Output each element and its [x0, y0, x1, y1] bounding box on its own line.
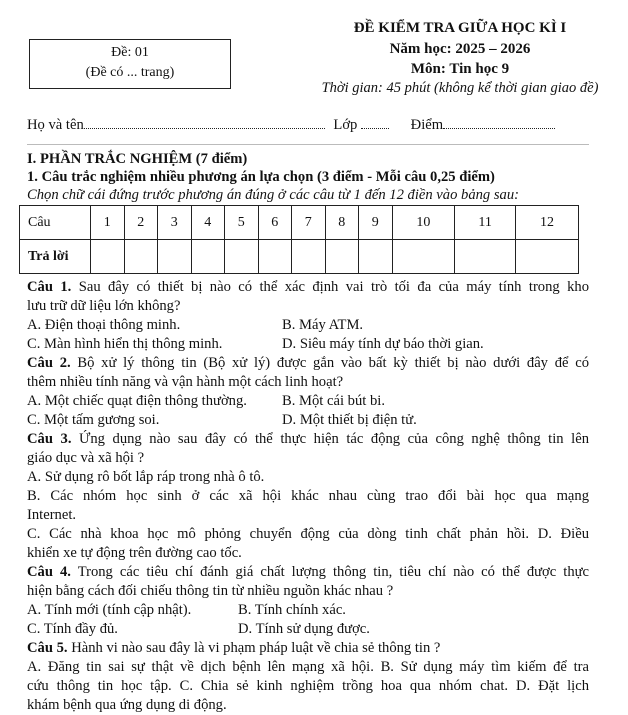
- q4-option-c: C. Tính đầy đủ.: [27, 621, 118, 637]
- class-label: Lớp: [333, 117, 358, 133]
- q5-text: Hành vi nào sau đây là vi phạm pháp luật về chia sẻ thông tin ?: [71, 640, 441, 656]
- q2-stem-line2: thêm nhiều tính năng và vận hành một cách linh hoạt?: [27, 374, 344, 390]
- student-info-row: [27, 116, 555, 135]
- answer-cell[interactable]: [124, 240, 158, 274]
- question-number: 8: [325, 206, 359, 240]
- answer-cell[interactable]: [292, 240, 326, 274]
- q2-option-c: C. Một tấm gương soi.: [27, 412, 160, 428]
- q2-text: Bộ xử lý thông tin (Bộ xử lý) được gắn vào bất kỳ thiết bị nào dưới đây để có: [77, 355, 590, 371]
- q5-options-line2: cứu thông tin học tập. C. Chia sẻ kinh nghiệm trồng hoa qua nhóm chat. D. Đặt lịch: [27, 678, 589, 694]
- row-label-question: Câu: [20, 206, 91, 240]
- q5-options-line1: A. Đăng tin sai sự thật về dịch bệnh lên mạng xã hội. B. Sử dụng máy tìm kiếm để tra: [27, 659, 589, 675]
- question-number: 1: [91, 206, 125, 240]
- school-year: Năm học: 2025 – 2026: [389, 41, 531, 57]
- q2-label: Câu 2.: [27, 355, 71, 371]
- q4-label: Câu 4.: [27, 564, 71, 580]
- q3-option-b-line1: B. Các nhóm học sinh ở các xã hội khác nhau cùng trao đổi bài học qua mạng: [27, 488, 589, 504]
- name-field[interactable]: [84, 117, 325, 129]
- answer-cell[interactable]: [325, 240, 359, 274]
- sub-section-title: 1. Câu trắc nghiệm nhiều phương án lựa chọn (3 điểm - Mỗi câu 0,25 điểm): [27, 169, 495, 185]
- class-field[interactable]: [361, 117, 389, 129]
- q4-option-b: B. Tính chính xác.: [238, 602, 346, 618]
- question-number: 10: [392, 206, 455, 240]
- q4-text: Trong các tiêu chí đánh giá chất lượng thông tin, tiêu chí nào có thể được thực: [77, 564, 590, 580]
- q3-option-c-line1: C. Các nhà khoa học mô phỏng chuyển động của dòng tinh chất phản hồi. D. Điều: [27, 526, 589, 542]
- q2-option-d: D. Một thiết bị điện tử.: [282, 412, 417, 428]
- question-number: 4: [191, 206, 225, 240]
- question-number: 6: [258, 206, 292, 240]
- table-row: [20, 240, 579, 274]
- name-label: Họ và tên: [27, 117, 84, 133]
- subject: Môn: Tin học 9: [410, 61, 510, 77]
- row-label-answer: Trả lời: [20, 240, 91, 274]
- q1-text: Sau đây có thiết bị nào có thể xác định vai trò tối đa của máy tính trong kho: [78, 279, 589, 295]
- answer-cell[interactable]: [258, 240, 292, 274]
- q5-stem-line1: [27, 639, 440, 658]
- q1-option-c: C. Màn hình hiển thị thông minh.: [27, 336, 223, 352]
- question-number: 3: [158, 206, 192, 240]
- score-field[interactable]: [443, 117, 555, 129]
- answer-cell[interactable]: [91, 240, 125, 274]
- q1-option-b: B. Máy ATM.: [282, 317, 364, 333]
- q3-stem-line1: [27, 430, 589, 449]
- answer-cell[interactable]: [191, 240, 225, 274]
- exam-code-box: [29, 39, 231, 89]
- score-label: Điểm: [410, 117, 444, 133]
- q5-label: Câu 5.: [27, 640, 68, 656]
- question-number: 5: [225, 206, 259, 240]
- section-title: I. PHẦN TRẮC NGHIỆM (7 điểm): [27, 151, 248, 167]
- q1-stem-line1: [27, 278, 589, 297]
- q3-text: Ứng dụng nào sau đây có thể thực hiện tác động của công nghệ thông tin lên: [79, 431, 589, 447]
- q1-option-a: A. Điện thoại thông minh.: [27, 317, 181, 333]
- q5-options-line3: khám bệnh qua ứng dụng di động.: [27, 697, 227, 713]
- divider: [27, 144, 589, 145]
- answer-cell[interactable]: [516, 240, 579, 274]
- answer-cell[interactable]: [158, 240, 192, 274]
- q3-option-b-line2: Internet.: [27, 507, 77, 523]
- q1-label: Câu 1.: [27, 279, 72, 295]
- instruction: Chọn chữ cái đứng trước phương án đúng ở các câu từ 1 đến 12 điền vào bảng sau:: [27, 187, 519, 203]
- q2-option-b: B. Một cái bút bi.: [282, 393, 385, 409]
- q3-option-c-line2: khiển xe tự động trên đường cao tốc.: [27, 545, 242, 561]
- table-row: [20, 206, 579, 240]
- q4-option-a: A. Tính mới (tính cập nhật).: [27, 602, 192, 618]
- q1-option-d: D. Siêu máy tính dự báo thời gian.: [282, 336, 484, 352]
- q4-stem-line1: [27, 563, 589, 582]
- exam-title: ĐỀ KIỂM TRA GIỮA HỌC KÌ I: [353, 20, 567, 36]
- q2-option-a: A. Một chiếc quạt điện thông thường.: [27, 393, 247, 409]
- q4-stem-line2: hiện bằng cách đối chiếu thông tin từ nhiều nguồn khác nhau ?: [27, 583, 394, 599]
- q4-option-d: D. Tính sử dụng được.: [238, 621, 370, 637]
- exam-page-count: (Đề có ... trang): [85, 65, 175, 80]
- q1-stem-line2: lưu trữ dữ liệu lớn không?: [27, 298, 181, 314]
- answer-table: [19, 205, 579, 274]
- question-number: 7: [292, 206, 326, 240]
- question-number: 11: [455, 206, 516, 240]
- answer-cell[interactable]: [455, 240, 516, 274]
- answer-cell[interactable]: [392, 240, 455, 274]
- exam-duration: Thời gian: 45 phút (không kể thời gian giao đề): [321, 80, 599, 96]
- q3-option-a: A. Sử dụng rô bốt lắp ráp trong nhà ô tô.: [27, 469, 265, 485]
- answer-cell[interactable]: [225, 240, 259, 274]
- exam-code: Đề: 01: [111, 45, 149, 60]
- question-number: 2: [124, 206, 158, 240]
- answer-cell[interactable]: [359, 240, 393, 274]
- question-number: 9: [359, 206, 393, 240]
- q2-stem-line1: [27, 354, 589, 373]
- q3-label: Câu 3.: [27, 431, 72, 447]
- question-number: 12: [516, 206, 579, 240]
- q3-stem-line2: giáo dục và xã hội ?: [27, 450, 145, 466]
